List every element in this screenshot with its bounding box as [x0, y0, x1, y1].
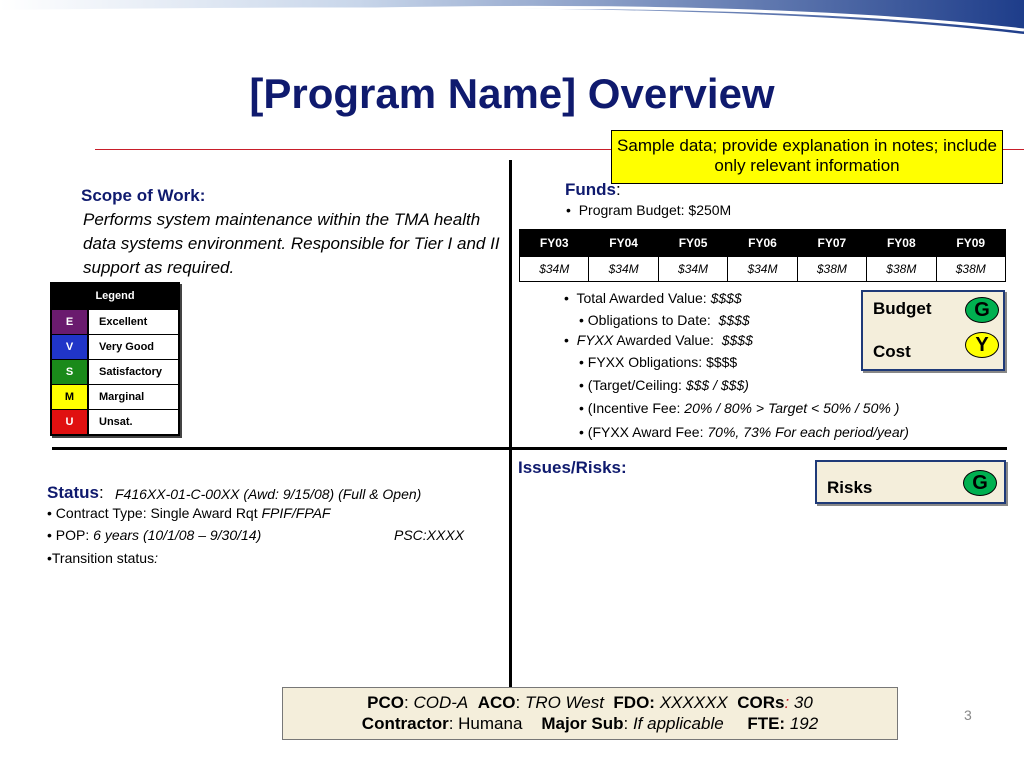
funds-heading-text: Funds: [565, 180, 616, 199]
legend-label: Excellent: [99, 316, 148, 328]
risks-label: Risks: [827, 478, 873, 497]
sample-data-note: Sample data; provide explanation in notes; include only relevant information: [611, 130, 1003, 184]
pco-value: COD-A: [413, 693, 469, 712]
legend-code: S: [52, 360, 89, 384]
cost-rating-badge: Y: [965, 332, 999, 358]
status-heading-text: Status: [47, 483, 99, 502]
aco-label: ACO: [477, 693, 516, 712]
cors-value: 30: [793, 693, 813, 712]
fy-header: FY05: [658, 230, 727, 257]
contract-number: F416XX-01-C-00XX (Awd: 9/15/08) (Full & Open): [115, 486, 422, 502]
total-awarded-amount: $$$$: [710, 290, 742, 306]
table-row: [520, 257, 1006, 282]
legend-code: M: [52, 385, 89, 409]
fy-amount: $38M: [797, 257, 866, 282]
fyxx-awarded-value: • FYXX Awarded Value: $$$$: [564, 332, 753, 348]
fy-header: FY07: [797, 230, 866, 257]
obligations-label: Obligations to Date:: [587, 312, 711, 328]
fyxx-obligations: • FYXX Obligations: $$$$: [579, 354, 738, 370]
pop: [47, 527, 487, 543]
funds-heading: [565, 180, 621, 200]
transition-colon: :: [154, 550, 158, 566]
contract-info-box: [282, 687, 898, 740]
program-budget: • Program Budget: $250M: [566, 202, 732, 218]
contract-type-value: FPIF/FPAF: [261, 505, 331, 521]
award-fee: • (FYXX Award Fee: 70%, 73% For each period/year): [579, 424, 909, 440]
contractor-label: Contractor: [361, 714, 449, 733]
award-fee-amount: 70%, 73% For each period/year): [707, 424, 909, 440]
obligations-amount: $$$$: [718, 312, 750, 328]
legend-label: Marginal: [99, 391, 145, 403]
fy-header: FY06: [728, 230, 797, 257]
incentive-fee: • (Incentive Fee: 20% / 80% > Target < 50% / 50% ): [579, 400, 900, 416]
fiscal-year-table: [519, 229, 1006, 282]
scope-body: Performs system maintenance within the TMA health data systems environment. Responsible for Tier I and II support as required.: [83, 210, 500, 277]
award-fee-label: (FYXX Award Fee:: [587, 424, 704, 440]
budget-label: Budget: [873, 299, 932, 318]
fyxx-amount: $$$$: [721, 332, 753, 348]
fyxx-year: FYXX: [576, 332, 614, 348]
psc-value: PSC:XXXX: [394, 527, 465, 543]
contract-type: [47, 505, 330, 521]
transition-label: •Transition status: [47, 550, 155, 566]
budget-cost-box: [861, 290, 1005, 371]
major-sub-value: If applicable: [632, 714, 724, 733]
legend-code: E: [52, 310, 89, 334]
target-amount: $$$ / $$$): [685, 377, 749, 393]
fte-label: FTE:: [747, 714, 786, 733]
fyxx-obligations-text: FYXX Obligations: $$$$: [587, 354, 738, 370]
page-title: [Program Name] Overview: [249, 70, 775, 117]
target-ceiling: • (Target/Ceiling: $$$ / $$$): [579, 377, 749, 393]
contract-info-line-2: Contractor: Humana Major Sub: If applicable FTE: 192: [361, 714, 819, 733]
fy-header: FY09: [936, 230, 1005, 257]
fdo-value: XXXXXX: [659, 693, 728, 712]
legend-row: [52, 409, 178, 434]
legend-title: Legend: [52, 284, 178, 309]
risks-box: [815, 460, 1006, 504]
pop-label: • POP:: [47, 527, 90, 543]
table-header-row: [520, 230, 1006, 257]
fy-header: FY03: [520, 230, 589, 257]
funds-colon: :: [616, 180, 621, 199]
legend-code: U: [52, 410, 89, 434]
horizontal-divider: [52, 447, 1007, 450]
cors-label: CORs: [737, 693, 785, 712]
legend-row: [52, 334, 178, 359]
legend-code: V: [52, 335, 89, 359]
page-number: 3: [964, 707, 972, 723]
legend-row: [52, 359, 178, 384]
transition-status: [47, 550, 158, 566]
cost-label: Cost: [873, 342, 911, 361]
header-banner: [0, 0, 1024, 40]
fy-amount: $38M: [936, 257, 1005, 282]
fy-amount: $38M: [867, 257, 936, 282]
program-budget-text: Program Budget: $250M: [578, 202, 732, 218]
legend: [50, 282, 180, 436]
major-sub-label: Major Sub: [541, 714, 624, 733]
fy-amount: $34M: [520, 257, 589, 282]
fy-amount: $34M: [728, 257, 797, 282]
legend-row: [52, 309, 178, 334]
legend-label: Very Good: [99, 341, 155, 353]
issues-heading: Issues/Risks:: [518, 458, 627, 477]
contractor-value: Humana: [458, 714, 523, 733]
status-colon: :: [98, 483, 104, 502]
incentive-amount: 20% / 80% > Target < 50% / 50% ): [684, 400, 900, 416]
fdo-label: FDO:: [613, 693, 655, 712]
incentive-label: (Incentive Fee:: [587, 400, 681, 416]
total-awarded-value: • Total Awarded Value: $$$$: [564, 290, 742, 306]
total-awarded-label: Total Awarded Value:: [576, 290, 707, 306]
budget-rating-badge: G: [965, 297, 999, 323]
pco-label: PCO: [367, 693, 405, 712]
fy-amount: $34M: [658, 257, 727, 282]
contract-type-label: • Contract Type: Single Award Rqt: [47, 505, 258, 521]
risks-rating-badge: G: [963, 470, 997, 496]
aco-value: TRO West: [524, 693, 604, 712]
status-heading: [47, 483, 104, 503]
fy-header: FY04: [589, 230, 658, 257]
pop-value: 6 years (10/1/08 – 9/30/14): [93, 527, 262, 543]
fy-amount: $34M: [589, 257, 658, 282]
fy-header: FY08: [867, 230, 936, 257]
scope-heading: Scope of Work:: [81, 186, 206, 205]
legend-row: [52, 384, 178, 409]
fyxx-label: Awarded Value:: [616, 332, 714, 348]
legend-label: Satisfactory: [99, 366, 162, 378]
vertical-divider: [509, 160, 512, 688]
legend-label: Unsat.: [99, 416, 133, 428]
target-label: (Target/Ceiling:: [587, 377, 682, 393]
obligations-to-date: • Obligations to Date: $$$$: [579, 312, 750, 328]
fte-value: 192: [789, 714, 819, 733]
contract-info-line-1: PCO: COD-A ACO: TRO West FDO: XXXXXX CORs: 30: [367, 693, 813, 712]
